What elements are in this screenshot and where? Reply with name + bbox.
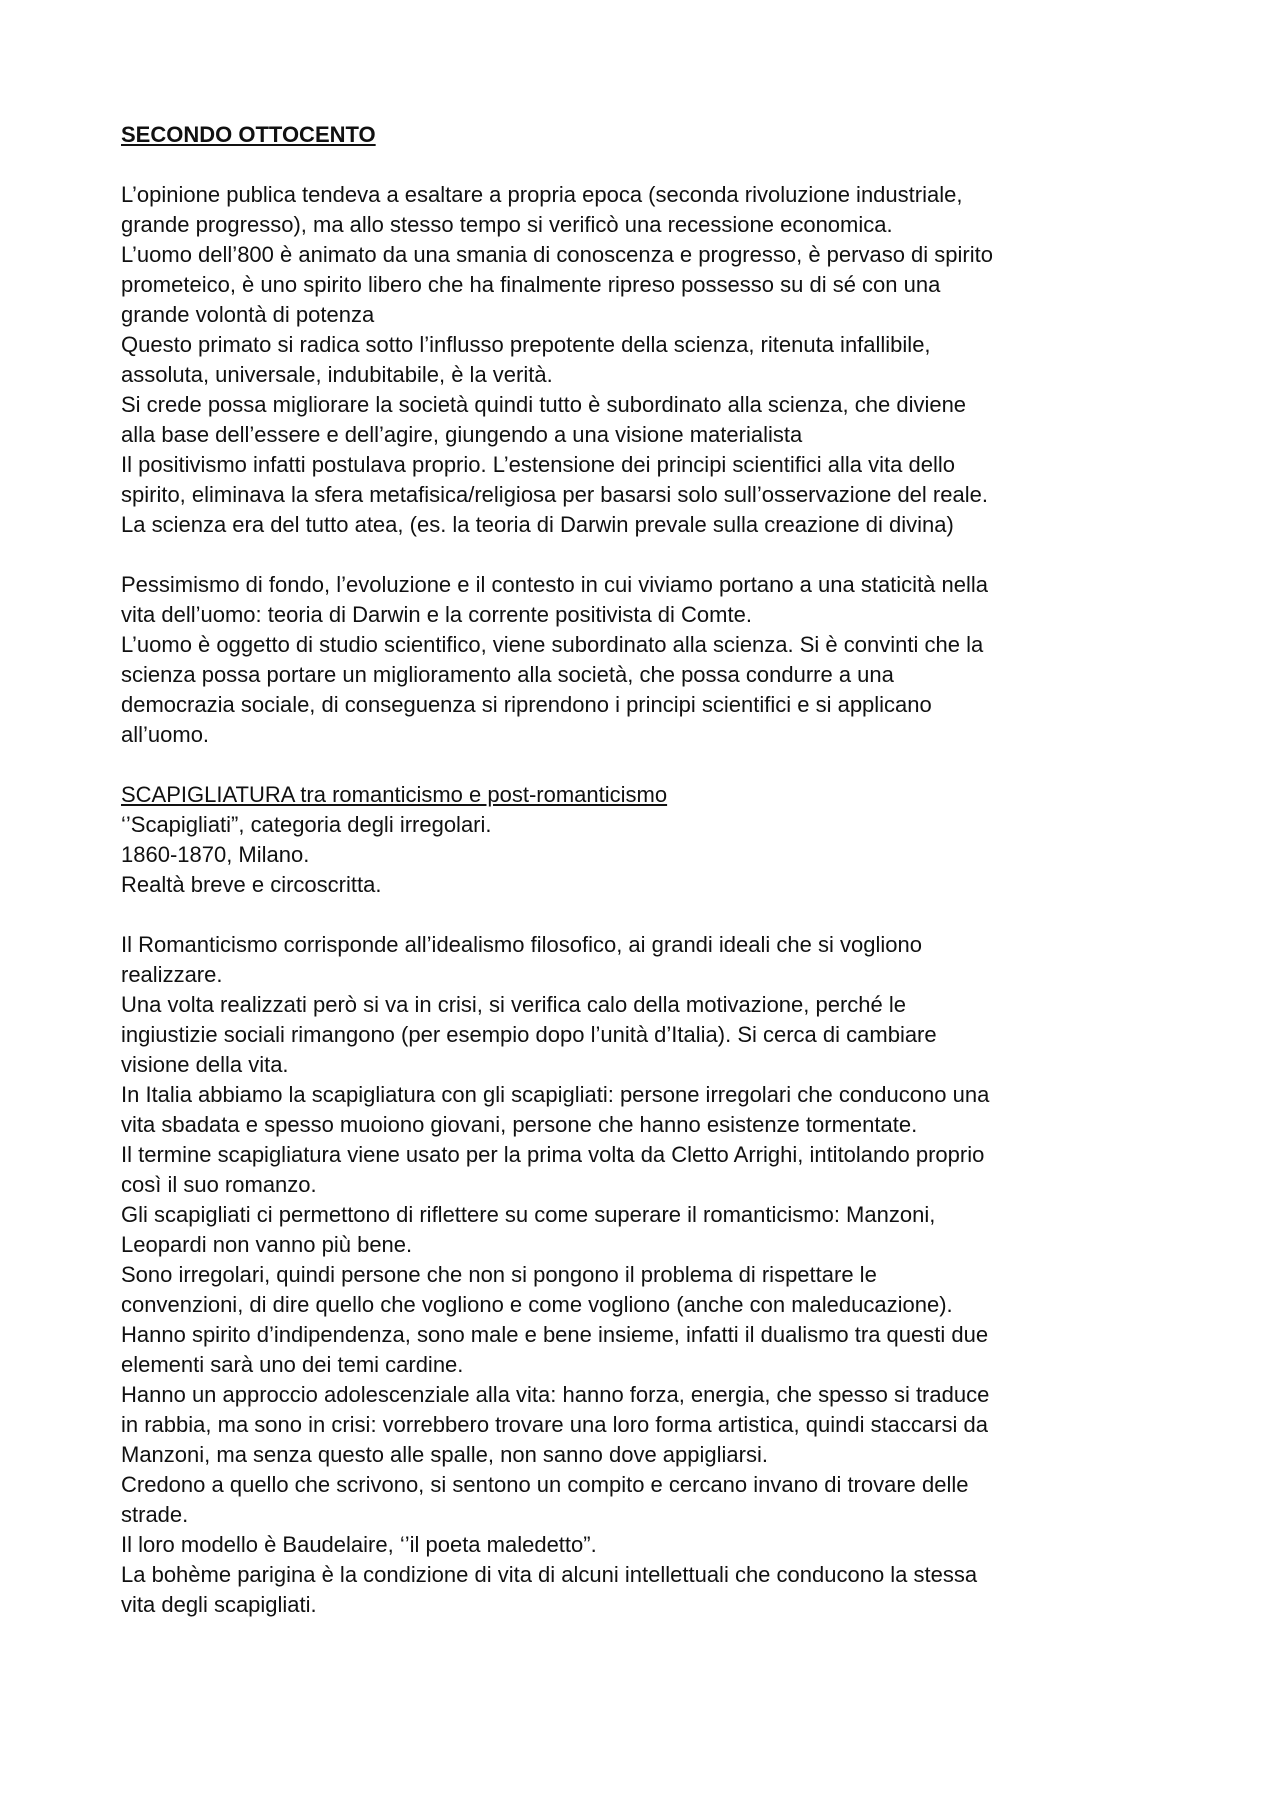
- text-line: ingiustizie sociali rimangono (per esempio dopo l’unità d’Italia). Si cerca di cambiare: [121, 1022, 937, 1047]
- text-line: Sono irregolari, quindi persone che non si pongono il problema di rispettare le: [121, 1262, 877, 1287]
- text-line: grande progresso), ma allo stesso tempo si verificò una recessione economica.: [121, 212, 893, 237]
- text-line: Una volta realizzati però si va in crisi, si verifica calo della motivazione, perché le: [121, 992, 907, 1017]
- text-line: In Italia abbiamo la scapigliatura con gli scapigliati: persone irregolari che conducono una: [121, 1082, 990, 1107]
- text-line: visione della vita.: [121, 1052, 289, 1077]
- section-pessimismo: [121, 570, 1181, 750]
- text-line: vita degli scapigliati.: [121, 1592, 317, 1617]
- text-line: democrazia sociale, di conseguenza si riprendono i principi scientifici e si applicano: [121, 692, 932, 717]
- text-line: scienza possa portare un miglioramento alla società, che possa condurre a una: [121, 662, 894, 687]
- text-line: Hanno un approccio adolescenziale alla vita: hanno forza, energia, che spesso si traduce: [121, 1382, 990, 1407]
- text-line: L’uomo è oggetto di studio scientifico, viene subordinato alla scienza. Si è convinti che la: [121, 632, 984, 657]
- text-line: L’uomo dell’800 è animato da una smania di conoscenza e progresso, è pervaso di spirito: [121, 242, 993, 267]
- text-line: in rabbia, ma sono in crisi: vorrebbero trovare una loro forma artistica, quindi staccarsi da: [121, 1412, 988, 1437]
- text-line: elementi sarà uno dei temi cardine.: [121, 1352, 464, 1377]
- text-line: alla base dell’essere e dell’agire, giungendo a una visione materialista: [121, 422, 803, 447]
- text-line: assoluta, universale, indubitabile, è la verità.: [121, 362, 553, 387]
- text-line: Leopardi non vanno più bene.: [121, 1232, 413, 1257]
- text-line: Il termine scapigliatura viene usato per la prima volta da Cletto Arrighi, intitolando proprio: [121, 1142, 985, 1167]
- text-line: La bohème parigina è la condizione di vita di alcuni intellettuali che conducono la stessa: [121, 1562, 978, 1587]
- section-scapigliati: [121, 810, 1181, 900]
- document-title: SECONDO OTTOCENTO: [121, 122, 376, 147]
- text-line: La scienza era del tutto atea, (es. la teoria di Darwin prevale sulla creazione di divina): [121, 512, 954, 537]
- document-page: [121, 120, 1181, 1620]
- text-line: Il positivismo infatti postulava proprio. L’estensione dei principi scientifici alla vita dello: [121, 452, 955, 477]
- text-line: ‘’Scapigliati”, categoria degli irregolari.: [121, 812, 492, 837]
- text-line: così il suo romanzo.: [121, 1172, 317, 1197]
- text-line: Il loro modello è Baudelaire, ‘’il poeta maledetto”.: [121, 1532, 597, 1557]
- scapigliatura-heading: SCAPIGLIATURA tra romanticismo e post-romanticismo: [121, 782, 668, 807]
- text-line: Pessimismo di fondo, l’evoluzione e il contesto in cui viviamo portano a una staticità nella: [121, 572, 989, 597]
- text-line: grande volontà di potenza: [121, 302, 375, 327]
- text-line: vita dell’uomo: teoria di Darwin e la corrente positivista di Comte.: [121, 602, 752, 627]
- text-line: Il Romanticismo corrisponde all’idealismo filosofico, ai grandi ideali che si vogliono: [121, 932, 922, 957]
- text-line: Manzoni, ma senza questo alle spalle, non sanno dove appigliarsi.: [121, 1442, 768, 1467]
- section-romanticismo: [121, 930, 1181, 1620]
- text-line: Hanno spirito d’indipendenza, sono male e bene insieme, infatti il dualismo tra questi due: [121, 1322, 989, 1347]
- text-line: prometeico, è uno spirito libero che ha finalmente ripreso possesso su di sé con una: [121, 272, 941, 297]
- text-line: vita sbadata e spesso muoiono giovani, persone che hanno esistenze tormentate.: [121, 1112, 918, 1137]
- text-line: Credono a quello che scrivono, si sentono un compito e cercano invano di trovare delle: [121, 1472, 969, 1497]
- text-line: Si crede possa migliorare la società quindi tutto è subordinato alla scienza, che diviene: [121, 392, 967, 417]
- text-line: all’uomo.: [121, 722, 210, 747]
- text-line: Questo primato si radica sotto l’influsso prepotente della scienza, ritenuta infallibile,: [121, 332, 931, 357]
- section-intro: [121, 180, 1181, 540]
- text-line: L’opinione publica tendeva a esaltare a propria epoca (seconda rivoluzione industriale,: [121, 182, 963, 207]
- text-line: strade.: [121, 1502, 189, 1527]
- text-line: realizzare.: [121, 962, 223, 987]
- text-line: spirito, eliminava la sfera metafisica/religiosa per basarsi solo sull’osservazione del reale.: [121, 482, 988, 507]
- text-line: convenzioni, di dire quello che vogliono e come vogliono (anche con maleducazione).: [121, 1292, 953, 1317]
- text-line: Realtà breve e circoscritta.: [121, 872, 382, 897]
- text-line: Gli scapigliati ci permettono di riflettere su come superare il romanticismo: Manzoni,: [121, 1202, 936, 1227]
- text-line: 1860-1870, Milano.: [121, 842, 310, 867]
